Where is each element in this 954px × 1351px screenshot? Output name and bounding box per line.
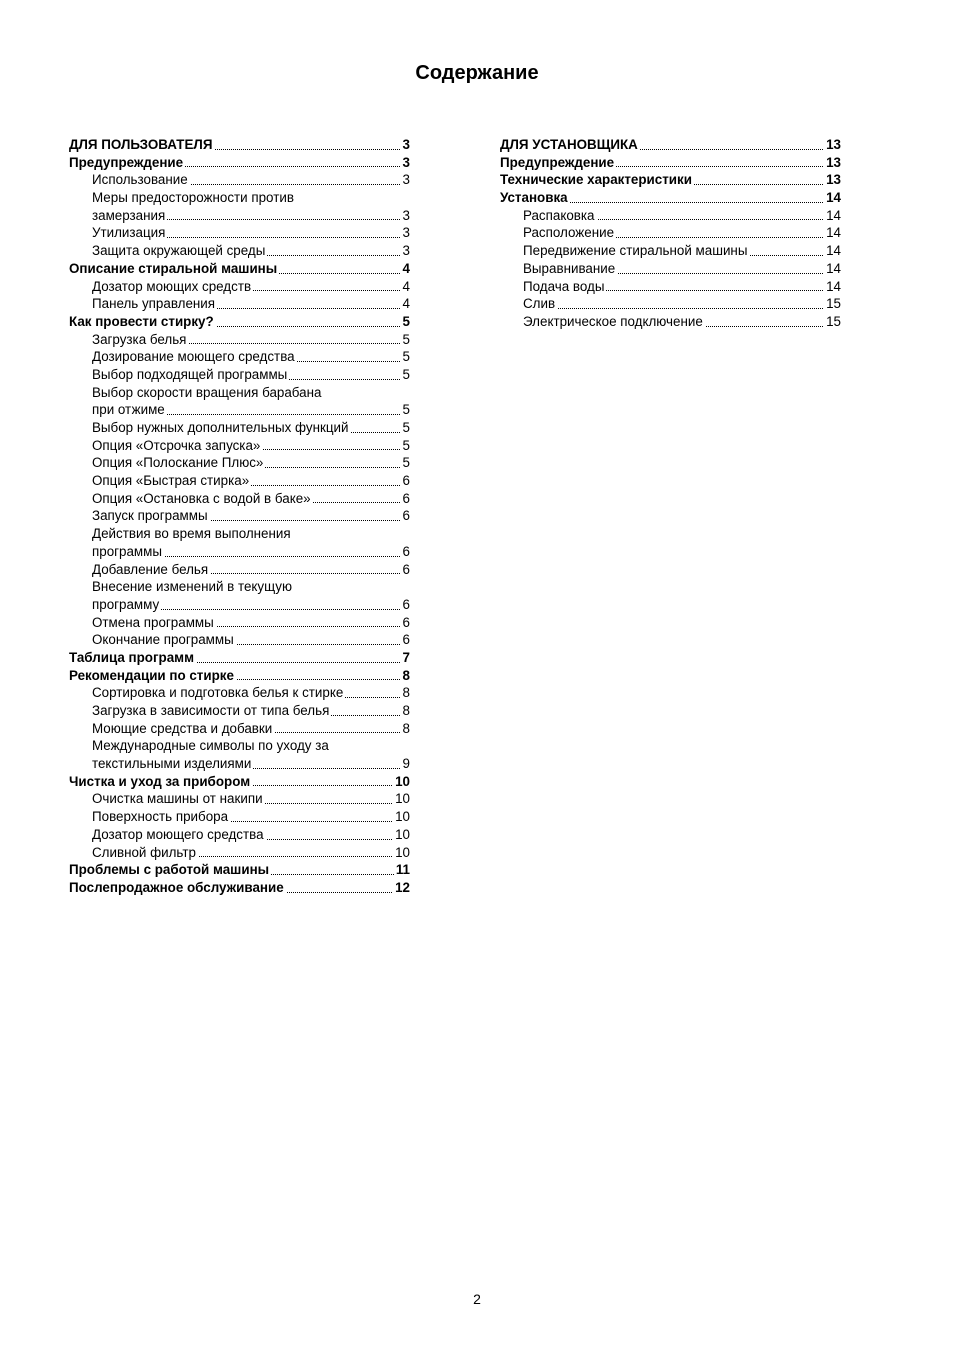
toc-subsection-entry	[500, 207, 841, 225]
toc-entry-label: Дозатор моющих средств	[92, 278, 252, 294]
toc-entry-label: Использование	[92, 172, 188, 188]
toc-entry-page: 15	[826, 296, 841, 312]
toc-entry-label: Выбор скорости вращения барабана	[92, 384, 322, 400]
toc-entry-label: Сортировка и подготовка белья к стирке	[92, 685, 344, 701]
toc-entry-label: Расположение	[523, 225, 615, 241]
toc-subsection-entry	[69, 507, 410, 525]
toc-subsection-entry	[69, 171, 410, 189]
toc-subsection-entry	[500, 295, 841, 313]
toc-subsection-entry	[69, 596, 410, 614]
toc-entry-label: Внесение изменений в текущую	[92, 579, 293, 595]
toc-subsection-entry	[69, 808, 410, 826]
toc-entry-page: 13	[826, 154, 841, 170]
toc-subsection-entry	[500, 278, 841, 296]
toc-subsection-entry	[69, 525, 410, 543]
toc-entry-label: Передвижение стиральной машины	[523, 243, 748, 259]
toc-subsection-entry	[69, 419, 410, 437]
toc-section-entry	[69, 861, 410, 879]
toc-entry-page: 3	[402, 137, 410, 152]
toc-entry-label: Проблемы с работой машины	[69, 862, 270, 878]
toc-entry-label: Поверхность прибора	[92, 809, 229, 825]
toc-subsection-entry	[69, 384, 410, 402]
toc-entry-page: 4	[402, 260, 410, 276]
toc-entry-page: 9	[402, 756, 410, 772]
toc-entry-page: 5	[402, 455, 410, 471]
toc-entry-label: Сливной фильтр	[92, 844, 196, 860]
toc-entry-page: 10	[395, 809, 410, 825]
toc-entry-label: Дозирование моющего средства	[92, 349, 295, 365]
toc-entry-page: 15	[826, 313, 841, 329]
toc-entry-label: Панель управления	[92, 296, 216, 312]
toc-entry-label: Подача воды	[523, 278, 605, 294]
toc-subsection-entry	[69, 454, 410, 472]
toc-entry-label: Описание стиральной машины	[69, 260, 278, 276]
toc-subsection-entry	[69, 401, 410, 419]
toc-entry-page: 13	[826, 137, 841, 152]
toc-subsection-entry	[500, 260, 841, 278]
toc-subsection-entry	[69, 331, 410, 349]
toc-entry-page: 14	[826, 190, 841, 206]
toc-entry-page: 3	[402, 225, 410, 241]
toc-entry-label: Опция «Остановка с водой в баке»	[92, 490, 311, 506]
toc-entry-page: 14	[826, 243, 841, 259]
toc-entry-page: 8	[402, 720, 410, 736]
toc-entry-label: Предупреждение	[69, 154, 184, 170]
toc-entry-label: программы	[92, 543, 162, 559]
toc-entry-label: Опция «Полоскание Плюс»	[92, 455, 264, 471]
toc-subsection-entry	[69, 631, 410, 649]
toc-entry-page: 6	[402, 543, 410, 559]
toc-entry-page: 8	[402, 703, 410, 718]
toc-entry-label: Окончание программы	[92, 632, 234, 648]
toc-subsection-entry	[69, 755, 410, 773]
toc-entry-label: Меры предосторожности против	[92, 190, 294, 206]
toc-section-entry	[500, 154, 841, 172]
toc-entry-label: Чистка и уход за прибором	[69, 773, 251, 789]
toc-entry-page: 14	[826, 260, 841, 276]
toc-entry-label: Моющие средства и добавки	[92, 720, 273, 736]
toc-entry-page: 5	[402, 420, 410, 435]
toc-entry-label: Утилизация	[92, 225, 166, 241]
toc-subsection-entry	[69, 242, 410, 260]
toc-left-column	[69, 136, 410, 897]
toc-entry-page: 5	[402, 331, 410, 347]
toc-subsection-entry	[500, 242, 841, 260]
toc-entry-page: 4	[402, 278, 410, 294]
toc-entry-page: 5	[402, 366, 410, 382]
toc-entry-label: Таблица программ	[69, 649, 194, 665]
toc-entry-label: Загрузка в зависимости от типа белья	[92, 703, 330, 718]
toc-entry-label: Опция «Быстрая стирка»	[92, 473, 250, 489]
toc-section-entry	[500, 136, 841, 154]
toc-section-entry	[69, 154, 410, 172]
toc-entry-page: 3	[402, 243, 410, 259]
toc-entry-label: Выбор нужных дополнительных функций	[92, 420, 349, 435]
toc-entry-page: 6	[402, 473, 410, 489]
page-title: Содержание	[415, 62, 539, 84]
toc-entry-label: Выравнивание	[523, 260, 616, 276]
toc-entry-label: Дозатор моющего средства	[92, 826, 264, 842]
toc-entry-label: Технические характеристики	[500, 172, 692, 188]
toc-entry-label: Выбор подходящей программы	[92, 366, 288, 382]
toc-entry-page: 14	[826, 225, 841, 241]
toc-entry-page: 6	[402, 596, 410, 612]
toc-subsection-entry	[69, 614, 410, 632]
toc-subsection-entry	[69, 472, 410, 490]
toc-entry-label: Как провести стирку?	[69, 313, 214, 329]
toc-entry-label: Рекомендации по стирке	[69, 667, 234, 683]
toc-entry-page: 3	[402, 207, 410, 223]
toc-subsection-entry	[69, 737, 410, 755]
toc-entry-page: 10	[395, 773, 410, 789]
toc-section-entry	[500, 171, 841, 189]
toc-entry-label: Опция «Отсрочка запуска»	[92, 437, 261, 453]
toc-entry-label: Установка	[500, 190, 568, 206]
toc-entry-page: 6	[402, 508, 410, 524]
toc-section-entry	[69, 260, 410, 278]
toc-entry-page: 5	[402, 313, 410, 329]
toc-entry-page: 7	[402, 649, 410, 665]
toc-entry-label: программу	[92, 596, 160, 612]
toc-entry-page: 14	[826, 278, 841, 294]
toc-subsection-entry	[69, 189, 410, 207]
toc-entry-page: 10	[395, 826, 410, 842]
toc-section-entry	[69, 773, 410, 791]
toc-entry-page: 5	[402, 402, 410, 418]
toc-subsection-entry	[69, 844, 410, 862]
toc-entry-label: Электрическое подключение	[523, 313, 703, 329]
toc-entry-label: при отжиме	[92, 402, 165, 418]
toc-section-entry	[69, 649, 410, 667]
toc-entry-page: 8	[402, 667, 410, 683]
toc-subsection-entry	[69, 224, 410, 242]
toc-entry-page: 14	[826, 207, 841, 223]
toc-entry-page: 5	[402, 349, 410, 365]
toc-section-entry	[69, 667, 410, 685]
toc-subsection-entry	[69, 720, 410, 738]
toc-entry-label: ДЛЯ ПОЛЬЗОВАТЕЛЯ	[69, 137, 213, 152]
toc-subsection-entry	[69, 366, 410, 384]
toc-entry-page: 11	[395, 862, 410, 878]
toc-entry-page: 6	[402, 632, 410, 648]
toc-subsection-entry	[69, 790, 410, 808]
toc-entry-label: Действия во время выполнения	[92, 526, 291, 542]
toc-entry-label: замерзания	[92, 207, 166, 223]
toc-section-entry	[69, 136, 410, 154]
toc-entry-label: Распаковка	[523, 207, 595, 223]
toc-entry-label: Послепродажное обслуживание	[69, 879, 284, 895]
toc-section-entry	[69, 879, 410, 897]
toc-entry-label: Отмена программы	[92, 614, 214, 630]
toc-subsection-entry	[69, 543, 410, 561]
toc-subsection-entry	[69, 561, 410, 579]
page-number: 2	[473, 1291, 481, 1307]
dot-leader	[523, 308, 841, 309]
toc-entry-page: 3	[402, 154, 410, 170]
toc-subsection-entry	[500, 313, 841, 331]
toc-entry-page: 8	[402, 685, 410, 701]
toc-entry-page: 6	[402, 561, 410, 577]
toc-entry-page: 4	[402, 296, 410, 312]
toc-entry-label: ДЛЯ УСТАНОВЩИКА	[500, 137, 638, 152]
toc-subsection-entry	[69, 278, 410, 296]
toc-subsection-entry	[69, 826, 410, 844]
toc-entry-label: Запуск программы	[92, 508, 208, 524]
toc-entry-label: Слив	[523, 296, 556, 312]
toc-entry-label: Добавление белья	[92, 561, 209, 577]
toc-entry-label: Международные символы по уходу за	[92, 738, 329, 754]
toc-entry-label: Защита окружающей среды	[92, 243, 266, 259]
toc-entry-page: 6	[402, 490, 410, 506]
toc-right-column	[500, 136, 841, 331]
toc-entry-page: 3	[402, 172, 410, 188]
toc-entry-page: 6	[402, 614, 410, 630]
toc-entry-label: текстильными изделиями	[92, 756, 252, 772]
toc-section-entry	[69, 313, 410, 331]
toc-entry-page: 10	[395, 844, 410, 860]
toc-subsection-entry	[69, 490, 410, 508]
toc-entry-label: Загрузка белья	[92, 331, 187, 347]
toc-entry-page: 10	[395, 791, 410, 807]
toc-entry-page: 5	[402, 437, 410, 453]
toc-subsection-entry	[69, 207, 410, 225]
toc-subsection-entry	[69, 348, 410, 366]
toc-entry-page: 13	[826, 172, 841, 188]
toc-subsection-entry	[69, 702, 410, 720]
toc-subsection-entry	[69, 437, 410, 455]
toc-section-entry	[500, 189, 841, 207]
toc-entry-page: 12	[395, 879, 410, 895]
toc-entry-label: Очистка машины от накипи	[92, 791, 263, 807]
toc-subsection-entry	[500, 224, 841, 242]
toc-subsection-entry	[69, 684, 410, 702]
toc-subsection-entry	[69, 578, 410, 596]
toc-subsection-entry	[69, 295, 410, 313]
toc-entry-label: Предупреждение	[500, 154, 615, 170]
